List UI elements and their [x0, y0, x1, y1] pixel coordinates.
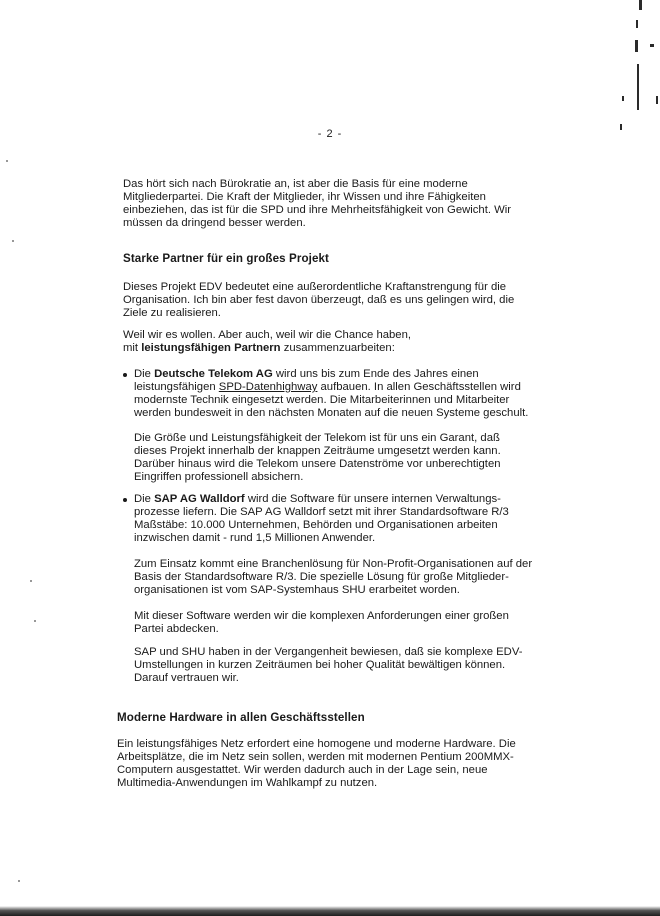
bullet-telekom: Die Deutsche Telekom AG wird uns bis zum Ende des Jahres einen leistungsfähigen SPD-Datenhighway aufbauen. In allen Geschäftsstellen wird modernste Technik eingesetzt werden. Die Mitarbeiterinnen und Mitarbeiter werden bundesweit in den nächsten Monaten auf die neuen Systeme geschult. — [134, 368, 529, 419]
section-heading-hardware: Moderne Hardware in allen Geschäftsstellen — [117, 711, 365, 724]
bullet-sap: Die SAP AG Walldorf wird die Software für unsere internen Verwaltungs-prozesse liefern. Die SAP AG Walldorf setzt mit ihrer Standardsoftware R/3 Maßstäbe: 10.000 Unternehmen, Behörden und Organisationen arbeiten inzwischen damit - rund 1,5 Millionen Anwender. — [134, 493, 509, 544]
section1-paragraph-1: Dieses Projekt EDV bedeutet eine außerordentliche Kraftanstrengung für die Organisation. Ich bin aber fest davon überzeugt, daß es uns gelingen wird, die Ziele zu realisieren. — [123, 281, 515, 319]
bullet-marker — [123, 498, 127, 502]
sap-paragraph-3: Mit dieser Software werden wir die komplexen Anforderungen einer großen Partei abdecken. — [134, 610, 509, 635]
scan-artifact-bottom-edge — [0, 906, 660, 916]
section-heading-partners: Starke Partner für ein großes Projekt — [123, 252, 330, 265]
paragraph-2-line-1: Weil wir es wollen. Aber auch, weil wir die Chance haben, — [123, 329, 412, 341]
section1-paragraph-2: Weil wir es wollen. Aber auch, weil wir die Chance haben, mit leistungsfähigen Partnern zusammenzuarbeiten: — [123, 329, 412, 354]
sap-paragraph-4: SAP und SHU haben in der Vergangenheit bewiesen, daß sie komplexe EDV-Umstellungen in kurzen Zeiträumen bei hoher Qualität bewältigen können. Darauf vertrauen wir. — [134, 646, 523, 684]
section2-paragraph-1: Ein leistungsfähiges Netz erfordert eine homogene und moderne Hardware. Die Arbeitsplätze, die im Netz sein sollen, werden mit modernen Pentium 200MMX-Computern ausgestattet. Wir werden dadurch auch in der Lage sein, neue Multimedia-Anwendungen im Wahlkampf zu nutzen. — [117, 738, 516, 789]
term-datenhighway: SPD-Datenhighway — [218, 381, 318, 393]
page-number: - 2 - — [317, 128, 343, 140]
company-sap: SAP AG Walldorf — [154, 493, 245, 505]
emphasis-partners: leistungsfähigen Partnern — [141, 342, 281, 354]
intro-paragraph: Das hört sich nach Bürokratie an, ist aber die Basis für eine moderne Mitgliederpartei. Die Kraft der Mitglieder, ihr Wissen und ihre Fähigkeiten einbeziehen, das ist für die SPD und ihre Mehrheitsfähigkeit von Gewicht. Wir müssen da dringend besser werden. — [123, 178, 512, 229]
bullet-marker — [123, 373, 127, 377]
telekom-paragraph-2: Die Größe und Leistungsfähigkeit der Telekom ist für uns ein Garant, daß dieses Projekt innerhalb der knappen Zeiträume umgesetzt werden kann. Darüber hinaus wird die Telekom unsere Datenströme vor unberechtigten Eingriffen professionell absichern. — [134, 432, 501, 483]
company-telekom: Deutsche Telekom AG — [154, 368, 273, 380]
sap-paragraph-2: Zum Einsatz kommt eine Branchenlösung für Non-Profit-Organisationen auf der Basis der Standardsoftware R/3. Die spezielle Lösung für große Mitglieder-organisationen ist vom SAP-Systemhaus SHU erarbeitet worden. — [134, 558, 533, 596]
